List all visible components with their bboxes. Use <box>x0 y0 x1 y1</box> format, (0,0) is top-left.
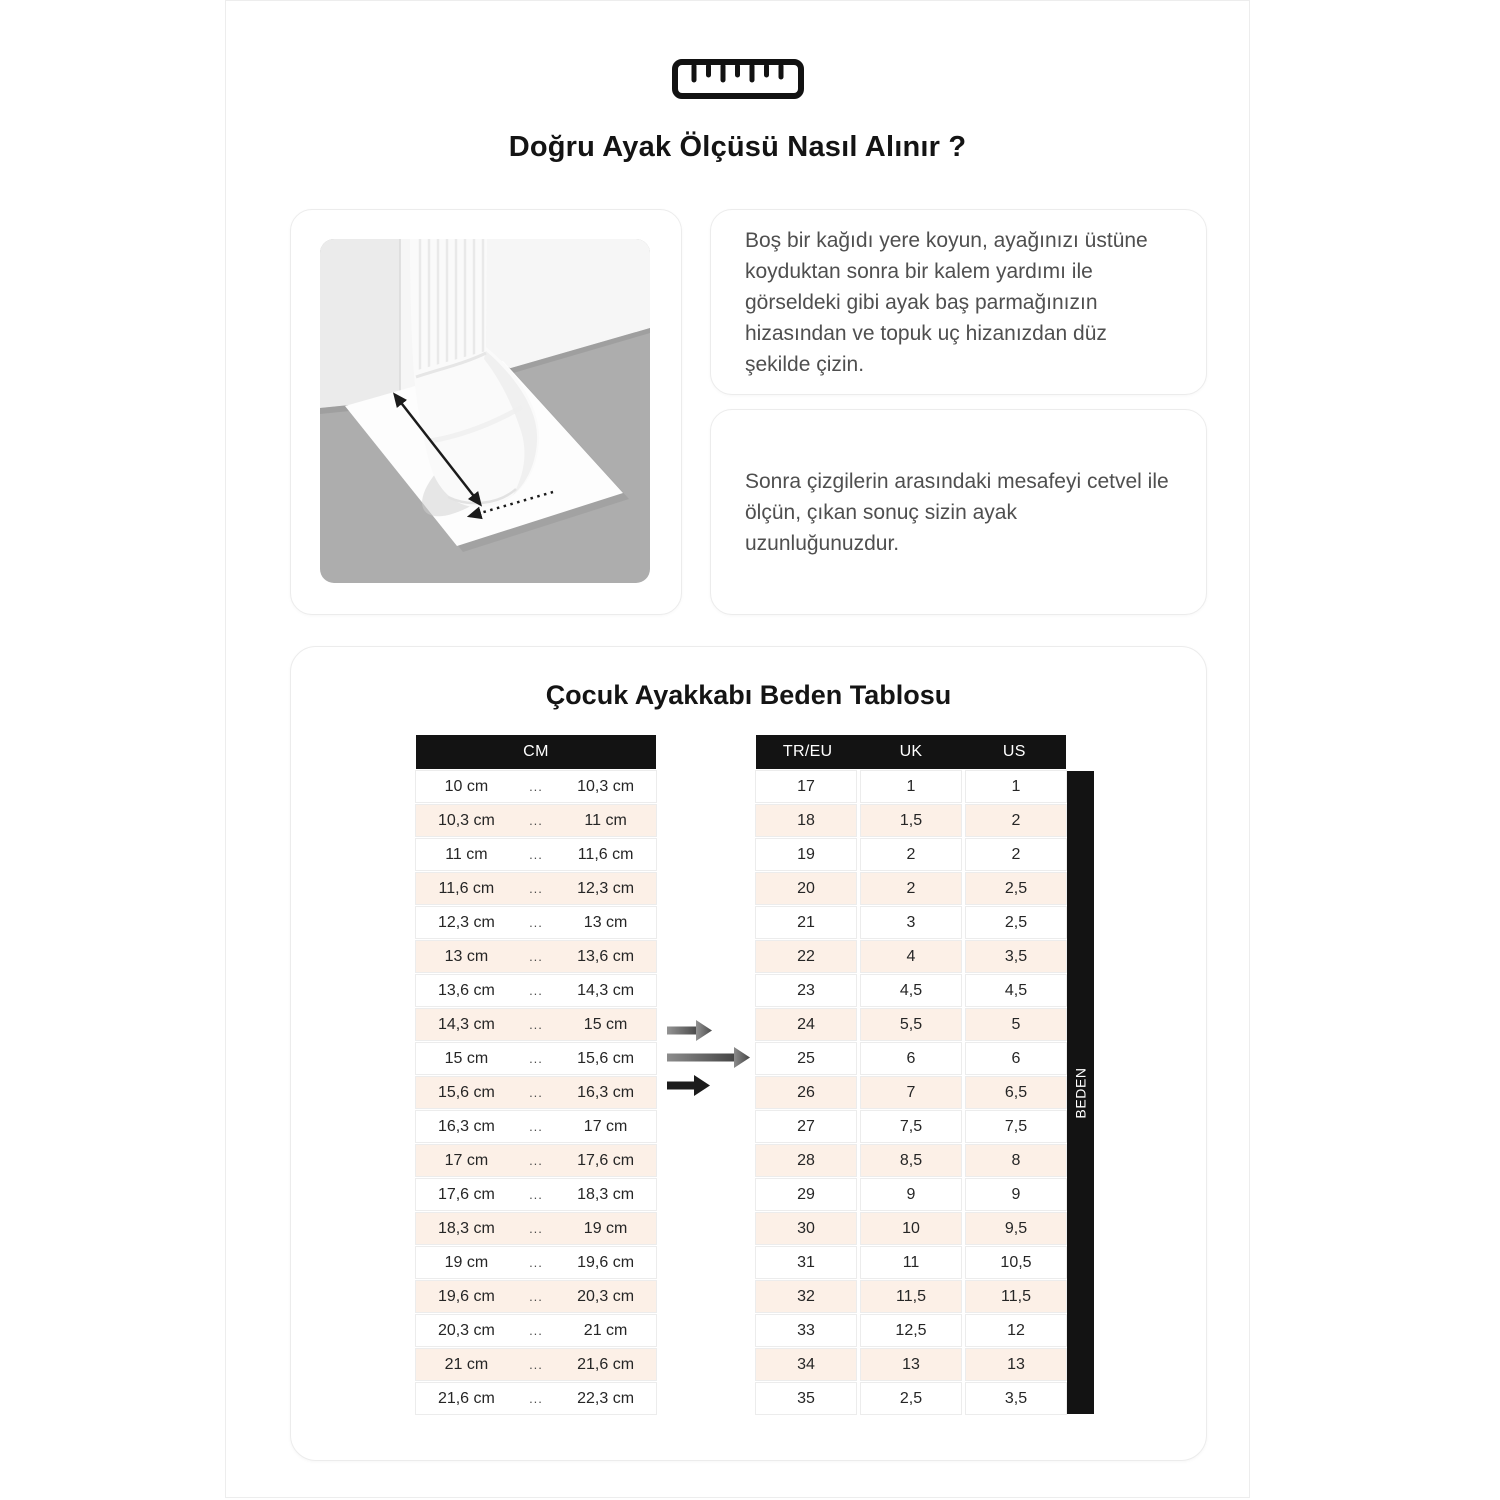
cm-from-value: 19,6 cm <box>437 1287 495 1305</box>
cm-table-row <box>416 839 656 870</box>
cm-from-value: 21 cm <box>444 1355 489 1373</box>
cm-to-value: 13 cm <box>583 913 628 931</box>
size-cell-us: 4,5 <box>966 975 1066 1006</box>
size-cell-us: 12 <box>966 1315 1066 1346</box>
size-table-header-treu: TR/EU <box>782 743 833 760</box>
cm-to-value: 20,3 cm <box>577 1287 635 1305</box>
cm-to-value: 11 cm <box>584 811 627 829</box>
instruction-card-2 <box>710 409 1207 615</box>
size-table-body <box>756 771 1066 1417</box>
cm-to-value: 17 cm <box>583 1117 628 1135</box>
size-cell-treu: 25 <box>756 1043 856 1074</box>
cm-to-value: 15,6 cm <box>577 1049 635 1067</box>
cm-from-value: 12,3 cm <box>437 913 495 931</box>
cm-to-value: 15 cm <box>583 1015 628 1033</box>
size-table-row <box>756 1315 1066 1346</box>
size-cell-uk: 12,5 <box>861 1315 961 1346</box>
size-table-row <box>756 1349 1066 1380</box>
cm-separator: ... <box>529 1357 543 1372</box>
size-cell-treu: 35 <box>756 1383 856 1414</box>
cm-table-row <box>416 1077 656 1108</box>
cm-to-value: 18,3 cm <box>577 1185 635 1203</box>
cm-separator: ... <box>529 1289 543 1304</box>
size-table-header-us: US <box>1002 743 1026 760</box>
instruction-card-1 <box>710 209 1207 395</box>
cm-from-value: 13 cm <box>444 947 489 965</box>
size-table-row <box>756 1213 1066 1244</box>
cm-separator: ... <box>529 983 543 998</box>
cm-from-value: 14,3 cm <box>437 1015 495 1033</box>
size-table-row <box>756 1383 1066 1414</box>
size-cell-treu: 22 <box>756 941 856 972</box>
cm-to-value: 10,3 cm <box>577 777 635 795</box>
size-table-header <box>756 735 1066 769</box>
size-table-row <box>756 941 1066 972</box>
cm-table-row <box>416 1213 656 1244</box>
cm-to-value: 21,6 cm <box>577 1355 635 1373</box>
cm-table-row <box>416 975 656 1006</box>
size-cell-treu: 32 <box>756 1281 856 1312</box>
beden-label: BEDEN <box>1072 1066 1089 1119</box>
size-cell-treu: 19 <box>756 839 856 870</box>
cm-separator: ... <box>529 881 543 896</box>
cm-from-value: 15 cm <box>444 1049 489 1067</box>
size-cell-treu: 26 <box>756 1077 856 1108</box>
size-cell-treu: 30 <box>756 1213 856 1244</box>
size-table-row <box>756 1179 1066 1210</box>
cm-separator: ... <box>529 1221 543 1236</box>
cm-separator: ... <box>529 1085 543 1100</box>
size-table-row <box>756 1145 1066 1176</box>
cm-from-value: 10,3 cm <box>437 811 495 829</box>
size-cell-uk: 1 <box>861 771 961 802</box>
size-cell-uk: 13 <box>861 1349 961 1380</box>
size-table-row <box>756 805 1066 836</box>
size-cell-uk: 2 <box>861 873 961 904</box>
size-cell-us: 2,5 <box>966 873 1066 904</box>
size-cell-us: 11,5 <box>966 1281 1066 1312</box>
page-title: Doğru Ayak Ölçüsü Nasıl Alınır ? <box>508 131 967 163</box>
beden-bar <box>1067 771 1094 1414</box>
cm-separator: ... <box>529 915 543 930</box>
cm-separator: ... <box>529 1255 543 1270</box>
size-cell-uk: 10 <box>861 1213 961 1244</box>
size-table-row <box>756 839 1066 870</box>
cm-table-row <box>416 1145 656 1176</box>
instruction-step1-text: Boş bir kağıdı yere koyun, ayağınızı üstüne koyduktan sonra bir kalem yardımı ile görseldeki gibi ayak baş parmağınızın hizasından ve topuk uç hizanızdan düz şekilde çizin. <box>745 228 1148 376</box>
cm-table-row <box>416 873 656 904</box>
cm-separator: ... <box>529 779 543 794</box>
cm-from-value: 20,3 cm <box>437 1321 495 1339</box>
cm-separator: ... <box>529 1323 543 1338</box>
size-cell-uk: 4 <box>861 941 961 972</box>
cm-table-header: CM <box>416 735 656 769</box>
size-table-row <box>756 1009 1066 1040</box>
size-cell-treu: 31 <box>756 1247 856 1278</box>
cm-separator: ... <box>529 1187 543 1202</box>
size-table-row <box>756 1043 1066 1074</box>
size-table-row <box>756 771 1066 802</box>
size-cell-treu: 33 <box>756 1315 856 1346</box>
cm-table-body <box>416 771 656 1417</box>
size-table-row <box>756 975 1066 1006</box>
size-cell-us: 6 <box>966 1043 1066 1074</box>
size-cell-uk: 7 <box>861 1077 961 1108</box>
size-cell-us: 5 <box>966 1009 1066 1040</box>
cm-from-value: 21,6 cm <box>437 1389 495 1407</box>
cm-from-value: 10 cm <box>444 777 489 795</box>
size-table-row <box>756 1247 1066 1278</box>
size-cell-us: 2 <box>966 805 1066 836</box>
cm-table-row <box>416 1179 656 1210</box>
cm-table-row <box>416 1315 656 1346</box>
cm-separator: ... <box>529 1017 543 1032</box>
size-cell-us: 7,5 <box>966 1111 1066 1142</box>
cm-to-value: 14,3 cm <box>577 981 635 999</box>
size-cell-treu: 20 <box>756 873 856 904</box>
cm-from-value: 11 cm <box>445 845 488 863</box>
size-chart-title: Çocuk Ayakkabı Beden Tablosu <box>545 680 952 710</box>
cm-to-value: 19 cm <box>583 1219 628 1237</box>
size-cell-uk: 1,5 <box>861 805 961 836</box>
size-cell-us: 13 <box>966 1349 1066 1380</box>
size-cell-treu: 24 <box>756 1009 856 1040</box>
size-cell-uk: 11 <box>861 1247 961 1278</box>
ruler-icon <box>672 59 804 104</box>
cm-to-value: 21 cm <box>583 1321 628 1339</box>
size-cell-us: 1 <box>966 771 1066 802</box>
cm-to-value: 12,3 cm <box>577 879 635 897</box>
cm-from-value: 17 cm <box>444 1151 489 1169</box>
size-table-row <box>756 907 1066 938</box>
cm-separator: ... <box>529 847 543 862</box>
size-cell-treu: 28 <box>756 1145 856 1176</box>
cm-to-value: 19,6 cm <box>577 1253 635 1271</box>
size-cell-us: 3,5 <box>966 941 1066 972</box>
cm-to-value: 13,6 cm <box>577 947 635 965</box>
cm-separator: ... <box>529 1391 543 1406</box>
size-cell-us: 2,5 <box>966 907 1066 938</box>
size-cell-uk: 9 <box>861 1179 961 1210</box>
size-cell-us: 3,5 <box>966 1383 1066 1414</box>
cm-table-row <box>416 1383 656 1414</box>
cm-separator: ... <box>529 949 543 964</box>
cm-table-row <box>416 1009 656 1040</box>
cm-separator: ... <box>529 813 543 828</box>
size-cell-uk: 3 <box>861 907 961 938</box>
size-cell-us: 9 <box>966 1179 1066 1210</box>
size-cell-uk: 4,5 <box>861 975 961 1006</box>
cm-table-row <box>416 1111 656 1142</box>
size-cell-treu: 27 <box>756 1111 856 1142</box>
size-cell-uk: 6 <box>861 1043 961 1074</box>
size-chart-card <box>290 646 1207 1461</box>
size-cell-us: 9,5 <box>966 1213 1066 1244</box>
size-cell-us: 6,5 <box>966 1077 1066 1108</box>
cm-table-row <box>416 1281 656 1312</box>
cm-from-value: 13,6 cm <box>437 981 495 999</box>
cm-from-value: 18,3 cm <box>437 1219 495 1237</box>
cm-from-value: 11,6 cm <box>438 879 495 897</box>
cm-to-value: 17,6 cm <box>577 1151 635 1169</box>
size-cell-treu: 23 <box>756 975 856 1006</box>
cm-to-value: 11,6 cm <box>577 845 634 863</box>
cm-table-row <box>416 771 656 802</box>
size-cell-uk: 7,5 <box>861 1111 961 1142</box>
cm-from-value: 16,3 cm <box>437 1117 495 1135</box>
cm-table-row <box>416 1349 656 1380</box>
size-cell-uk: 11,5 <box>861 1281 961 1312</box>
cm-from-value: 17,6 cm <box>437 1185 495 1203</box>
cm-table-row <box>416 1247 656 1278</box>
cm-table-row <box>416 805 656 836</box>
conversion-arrows-icon <box>667 1019 759 1102</box>
size-cell-treu: 34 <box>756 1349 856 1380</box>
cm-from-value: 15,6 cm <box>437 1083 495 1101</box>
cm-to-value: 22,3 cm <box>577 1389 635 1407</box>
size-table-row <box>756 1111 1066 1142</box>
size-cell-treu: 17 <box>756 771 856 802</box>
size-cell-us: 2 <box>966 839 1066 870</box>
size-table-row <box>756 1281 1066 1312</box>
size-cell-us: 8 <box>966 1145 1066 1176</box>
instruction-step2-text: Sonra çizgilerin arasındaki mesafeyi cetvel ile ölçün, çıkan sonuç sizin ayak uzunluğunuzdur. <box>745 469 1169 555</box>
size-cell-uk: 2 <box>861 839 961 870</box>
size-table-header-uk: UK <box>899 743 923 760</box>
size-table-row <box>756 1077 1066 1108</box>
measurement-photo-card <box>290 209 682 615</box>
size-cell-uk: 2,5 <box>861 1383 961 1414</box>
cm-separator: ... <box>529 1153 543 1168</box>
size-cell-uk: 5,5 <box>861 1009 961 1040</box>
cm-separator: ... <box>529 1119 543 1134</box>
size-cell-uk: 8,5 <box>861 1145 961 1176</box>
cm-table-row <box>416 941 656 972</box>
size-cell-us: 10,5 <box>966 1247 1066 1278</box>
size-cell-treu: 29 <box>756 1179 856 1210</box>
page-card <box>225 0 1250 1498</box>
size-cell-treu: 21 <box>756 907 856 938</box>
foot-measurement-photo <box>320 239 650 583</box>
cm-table-row <box>416 1043 656 1074</box>
cm-from-value: 19 cm <box>444 1253 489 1271</box>
cm-table-row <box>416 907 656 938</box>
cm-separator: ... <box>529 1051 543 1066</box>
size-cell-treu: 18 <box>756 805 856 836</box>
size-table-row <box>756 873 1066 904</box>
cm-to-value: 16,3 cm <box>577 1083 635 1101</box>
